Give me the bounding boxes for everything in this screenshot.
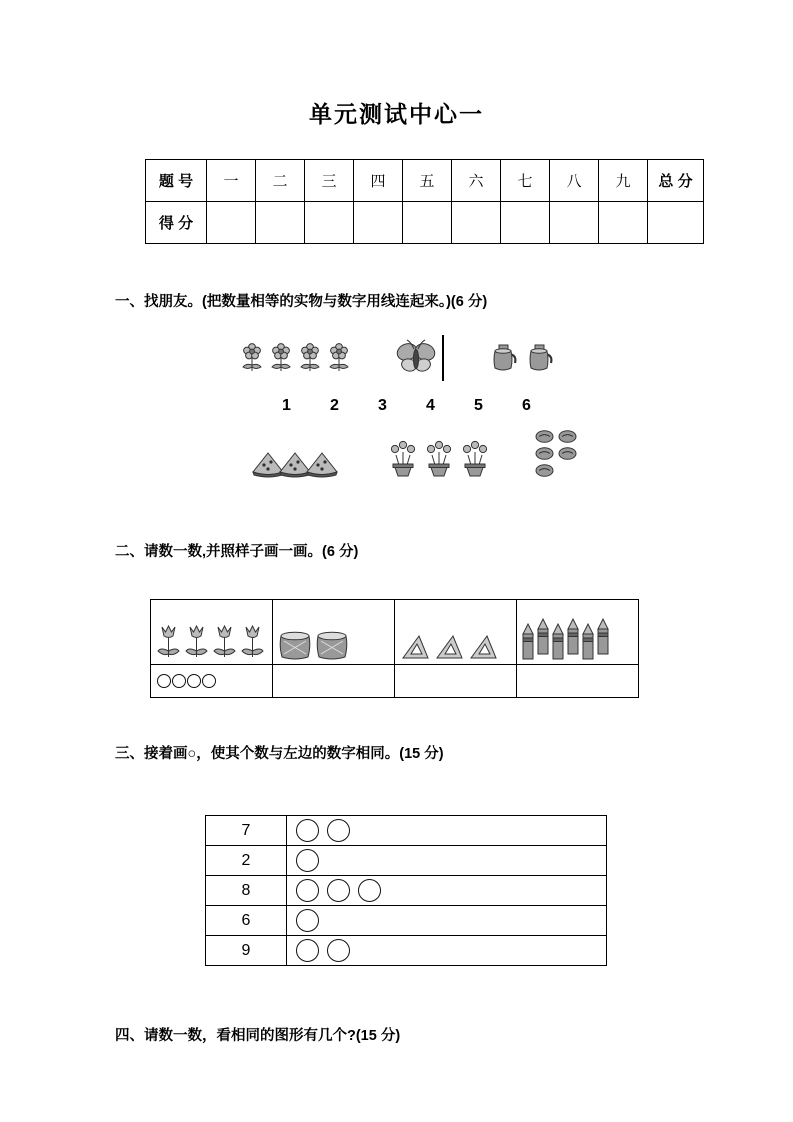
score-blank-cell bbox=[550, 202, 599, 244]
example-answer-cell bbox=[151, 665, 273, 698]
crayon-icon bbox=[596, 618, 610, 656]
score-blank-cell bbox=[207, 202, 256, 244]
drum-icon bbox=[314, 629, 350, 661]
score-column-label: 二 bbox=[256, 160, 305, 202]
score-blank-cell bbox=[599, 202, 648, 244]
given-circles bbox=[296, 849, 606, 872]
triangle-ruler-icon bbox=[433, 633, 466, 661]
blank-answer-cell bbox=[395, 665, 517, 698]
drawn-circle bbox=[327, 879, 350, 902]
picture-row bbox=[151, 600, 639, 665]
drawn-circle bbox=[296, 819, 319, 842]
numbers-row bbox=[238, 397, 578, 415]
circles-cell bbox=[287, 906, 607, 936]
given-circles bbox=[296, 909, 606, 932]
flower-icon bbox=[296, 341, 324, 375]
drawn-circle bbox=[327, 819, 350, 842]
drums-group bbox=[277, 629, 390, 661]
target-number: 9 bbox=[206, 936, 287, 966]
section2-heading: 二、请数一数,并照样子画一画。(6 分) bbox=[115, 544, 359, 560]
section3-heading: 三、接着画○，使其个数与左边的数字相同。(15 分) bbox=[115, 746, 444, 762]
target-number: 2 bbox=[206, 846, 287, 876]
score-table-score-row bbox=[146, 202, 704, 244]
continue-drawing-table bbox=[205, 815, 607, 966]
tulip-icon bbox=[155, 623, 182, 661]
drawn-circle bbox=[172, 674, 186, 688]
match-number: 5 bbox=[474, 397, 483, 414]
score-blank-cell bbox=[305, 202, 354, 244]
score-column-label: 六 bbox=[452, 160, 501, 202]
match-number: 6 bbox=[522, 397, 531, 414]
given-circles bbox=[296, 819, 606, 842]
drawn-circle bbox=[202, 674, 216, 688]
score-column-label: 四 bbox=[354, 160, 403, 202]
jug-icon bbox=[488, 342, 520, 374]
tulip-icon bbox=[239, 623, 266, 661]
circles-cell bbox=[287, 876, 607, 906]
jug-icon bbox=[524, 342, 556, 374]
tulip-icon bbox=[211, 623, 238, 661]
crayon-icon bbox=[521, 623, 535, 661]
crayons-cell bbox=[517, 600, 639, 665]
seed-icon bbox=[557, 446, 578, 461]
potted-flower-icon bbox=[458, 436, 492, 478]
section1-heading: 一、找朋友。(把数量相等的实物与数字用线连起来。)(6 分) bbox=[115, 294, 488, 310]
drawn-circle bbox=[358, 879, 381, 902]
match-number: 4 bbox=[426, 397, 435, 414]
score-blank-cell bbox=[648, 202, 704, 244]
butterfly-group bbox=[394, 338, 438, 378]
potted-flower-icon bbox=[386, 436, 420, 478]
score-blank-cell bbox=[501, 202, 550, 244]
match-number: 3 bbox=[378, 397, 387, 414]
score-blank-cell bbox=[403, 202, 452, 244]
score-column-label: 七 bbox=[501, 160, 550, 202]
seed-icon bbox=[534, 429, 555, 444]
draw-row bbox=[206, 846, 607, 876]
score-table-header-row bbox=[146, 160, 704, 202]
score-blank-cell bbox=[452, 202, 501, 244]
score-table-row-header: 得 分 bbox=[146, 202, 207, 244]
circles-cell bbox=[287, 816, 607, 846]
drawn-circle bbox=[296, 879, 319, 902]
flower-icon bbox=[238, 341, 266, 375]
score-table bbox=[145, 159, 704, 244]
score-column-label: 八 bbox=[550, 160, 599, 202]
triangles-group bbox=[399, 633, 512, 661]
jugs-group bbox=[488, 342, 560, 374]
tulip-icon bbox=[183, 623, 210, 661]
drawn-circle bbox=[187, 674, 201, 688]
target-number: 8 bbox=[206, 876, 287, 906]
drawn-circle bbox=[157, 674, 171, 688]
score-column-label: 九 bbox=[599, 160, 648, 202]
seeds-group bbox=[534, 429, 578, 478]
circles-cell bbox=[287, 936, 607, 966]
score-table-row-header: 题 号 bbox=[146, 160, 207, 202]
draw-row bbox=[206, 876, 607, 906]
target-number: 7 bbox=[206, 816, 287, 846]
crayon-icon bbox=[536, 618, 550, 656]
triangle-ruler-icon bbox=[467, 633, 500, 661]
seed-icon bbox=[557, 429, 578, 444]
drawn-circle bbox=[296, 939, 319, 962]
given-circles bbox=[296, 879, 606, 902]
drawn-circle bbox=[296, 909, 319, 932]
sample-connect-line bbox=[442, 335, 444, 381]
crayons-group bbox=[521, 623, 634, 661]
section1-bottom-pictures bbox=[238, 429, 578, 478]
flower-icon bbox=[325, 341, 353, 375]
example-circles bbox=[157, 674, 266, 688]
score-blank-cell bbox=[354, 202, 403, 244]
crayon-icon bbox=[566, 618, 580, 656]
page-title: 单元测试中心一 bbox=[309, 101, 484, 127]
seed-icon bbox=[534, 463, 555, 478]
tulips-cell bbox=[151, 600, 273, 665]
answer-row bbox=[151, 665, 639, 698]
watermelon-group bbox=[250, 450, 340, 478]
flowers-group bbox=[238, 341, 354, 375]
match-number: 1 bbox=[282, 397, 291, 414]
butterfly-icon bbox=[394, 338, 438, 378]
triangles-cell bbox=[395, 600, 517, 665]
section1-matching-area bbox=[238, 335, 578, 478]
watermelon-slice-icon bbox=[304, 450, 340, 478]
score-column-total: 总 分 bbox=[648, 160, 704, 202]
score-blank-cell bbox=[256, 202, 305, 244]
section1-top-pictures bbox=[238, 335, 578, 381]
score-column-label: 一 bbox=[207, 160, 256, 202]
flower-pots-group bbox=[386, 436, 494, 478]
crayon-icon bbox=[551, 623, 565, 661]
score-column-label: 三 bbox=[305, 160, 354, 202]
draw-row bbox=[206, 936, 607, 966]
drum-icon bbox=[277, 629, 313, 661]
seed-icon bbox=[534, 446, 555, 461]
given-circles bbox=[296, 939, 606, 962]
draw-row bbox=[206, 816, 607, 846]
potted-flower-icon bbox=[422, 436, 456, 478]
drums-cell bbox=[273, 600, 395, 665]
target-number: 6 bbox=[206, 906, 287, 936]
count-and-draw-table bbox=[150, 599, 639, 698]
match-number: 2 bbox=[330, 397, 339, 414]
section4-heading: 四、请数一数，看相同的图形有几个?(15 分) bbox=[115, 1028, 401, 1044]
draw-row bbox=[206, 906, 607, 936]
blank-answer-cell bbox=[517, 665, 639, 698]
crayon-icon bbox=[581, 623, 595, 661]
score-column-label: 五 bbox=[403, 160, 452, 202]
blank-answer-cell bbox=[273, 665, 395, 698]
tulips-group bbox=[155, 623, 268, 661]
drawn-circle bbox=[296, 849, 319, 872]
drawn-circle bbox=[327, 939, 350, 962]
flower-icon bbox=[267, 341, 295, 375]
circles-cell bbox=[287, 846, 607, 876]
triangle-ruler-icon bbox=[399, 633, 432, 661]
